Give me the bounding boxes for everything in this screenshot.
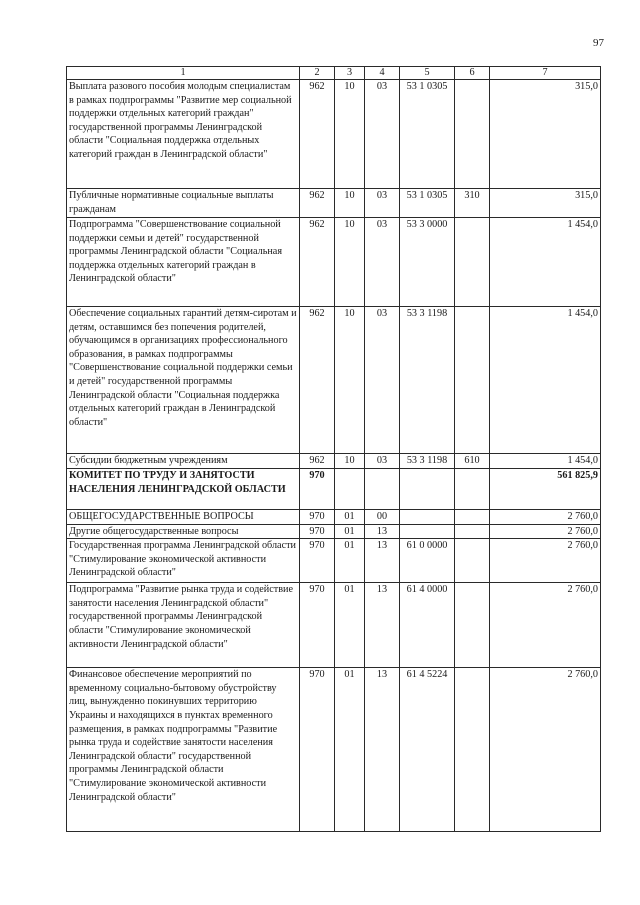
- cell-section: 01: [335, 510, 365, 525]
- header-cell: 3: [335, 67, 365, 80]
- cell-target: [400, 469, 455, 510]
- cell-amount: 315,0: [490, 80, 601, 189]
- cell-section: 01: [335, 524, 365, 539]
- table-row: [67, 218, 601, 307]
- cell-target: 53 3 0000: [400, 218, 455, 307]
- cell-expense-type: [455, 307, 490, 454]
- cell-amount: 2 760,0: [490, 539, 601, 583]
- cell-section: [335, 469, 365, 510]
- header-cell: 5: [400, 67, 455, 80]
- cell-ministry: 970: [300, 510, 335, 525]
- cell-section: 10: [335, 307, 365, 454]
- cell-subsection: 00: [365, 510, 400, 525]
- row-name: Публичные нормативные социальные выплаты гражданам: [67, 189, 300, 218]
- cell-target: 53 1 0305: [400, 189, 455, 218]
- row-name: Финансовое обеспечение мероприятий по временному социально-бытовому обустройству лиц, вынужденно покинувших территорию Украины и находящихся в пунктах временного размещения, в рамках подпрограммы "Развитие рынка труда и содействие занятости населения Ленинградской области" государственной программы Ленинградской области "Стимулирование экономической активности Ленинградской области": [67, 668, 300, 832]
- header-row: [67, 67, 601, 80]
- cell-ministry: 970: [300, 583, 335, 668]
- cell-section: 10: [335, 80, 365, 189]
- row-name: Субсидии бюджетным учреждениям: [67, 454, 300, 469]
- cell-subsection: [365, 469, 400, 510]
- cell-amount: 1 454,0: [490, 218, 601, 307]
- cell-target: 53 1 0305: [400, 80, 455, 189]
- budget-table: [66, 66, 601, 832]
- cell-amount: 2 760,0: [490, 524, 601, 539]
- page-number: 97: [593, 37, 604, 49]
- table-row: [67, 539, 601, 583]
- header-cell: 7: [490, 67, 601, 80]
- cell-amount: 2 760,0: [490, 668, 601, 832]
- table-row: [67, 307, 601, 454]
- cell-section: 01: [335, 583, 365, 668]
- cell-target: 61 4 5224: [400, 668, 455, 832]
- row-name: КОМИТЕТ ПО ТРУДУ И ЗАНЯТОСТИ НАСЕЛЕНИЯ ЛЕНИНГРАДСКОЙ ОБЛАСТИ: [67, 469, 300, 510]
- cell-expense-type: [455, 539, 490, 583]
- row-name: Выплата разового пособия молодым специалистам в рамках подпрограммы "Развитие мер социальной поддержки отдельных категорий граждан" государственной программы Ленинградской области "Социальная поддержка отдельных категорий граждан в Ленинградской области": [67, 80, 300, 189]
- cell-target: [400, 524, 455, 539]
- cell-ministry: 970: [300, 469, 335, 510]
- cell-target: [400, 510, 455, 525]
- cell-section: 10: [335, 454, 365, 469]
- cell-amount: 2 760,0: [490, 510, 601, 525]
- cell-amount: 1 454,0: [490, 454, 601, 469]
- cell-section: 01: [335, 539, 365, 583]
- cell-ministry: 970: [300, 539, 335, 583]
- cell-amount: 2 760,0: [490, 583, 601, 668]
- cell-expense-type: [455, 583, 490, 668]
- row-name: ОБЩЕГОСУДАРСТВЕННЫЕ ВОПРОСЫ: [67, 510, 300, 525]
- table-row: [67, 510, 601, 525]
- row-name: Обеспечение социальных гарантий детям-сиротам и детям, оставшимся без попечения родителей, обучающимся в организациях профессионального образования, в рамках подпрограммы "Совершенствование социальной поддержки семьи и детей" государственной программы Ленинградской области "Социальная поддержка отдельных категорий граждан в Ленинградской области": [67, 307, 300, 454]
- table-row: [67, 469, 601, 510]
- table-row: [67, 189, 601, 218]
- header-cell: 1: [67, 67, 300, 80]
- cell-expense-type: [455, 469, 490, 510]
- header-cell: 4: [365, 67, 400, 80]
- cell-ministry: 962: [300, 218, 335, 307]
- cell-subsection: 03: [365, 218, 400, 307]
- cell-subsection: 13: [365, 524, 400, 539]
- cell-ministry: 962: [300, 307, 335, 454]
- cell-ministry: 970: [300, 524, 335, 539]
- cell-subsection: 03: [365, 189, 400, 218]
- cell-ministry: 962: [300, 80, 335, 189]
- row-name: Государственная программа Ленинградской области "Стимулирование экономической активности Ленинградской области": [67, 539, 300, 583]
- row-name: Подпрограмма "Совершенствование социальной поддержки семьи и детей" государственной программы Ленинградской области "Социальная поддержка отдельных категорий граждан в Ленинградской области": [67, 218, 300, 307]
- cell-amount: 561 825,9: [490, 469, 601, 510]
- cell-target: 53 3 1198: [400, 454, 455, 469]
- cell-subsection: 03: [365, 80, 400, 189]
- cell-expense-type: [455, 80, 490, 189]
- cell-target: 61 0 0000: [400, 539, 455, 583]
- cell-subsection: 03: [365, 307, 400, 454]
- table-row: [67, 524, 601, 539]
- table-row: [67, 583, 601, 668]
- row-name: Другие общегосударственные вопросы: [67, 524, 300, 539]
- cell-amount: 315,0: [490, 189, 601, 218]
- cell-expense-type: 310: [455, 189, 490, 218]
- table-row: [67, 80, 601, 189]
- cell-ministry: 962: [300, 189, 335, 218]
- cell-section: 10: [335, 218, 365, 307]
- cell-ministry: 970: [300, 668, 335, 832]
- cell-expense-type: 610: [455, 454, 490, 469]
- cell-target: 61 4 0000: [400, 583, 455, 668]
- cell-expense-type: [455, 510, 490, 525]
- row-name: Подпрограмма "Развитие рынка труда и содействие занятости населения Ленинградской области" государственной программы Ленинградской области "Стимулирование экономической активности Ленинградской области": [67, 583, 300, 668]
- cell-section: 01: [335, 668, 365, 832]
- cell-expense-type: [455, 218, 490, 307]
- cell-section: 10: [335, 189, 365, 218]
- table-row: [67, 668, 601, 832]
- cell-subsection: 13: [365, 668, 400, 832]
- cell-subsection: 13: [365, 539, 400, 583]
- header-cell: 2: [300, 67, 335, 80]
- cell-target: 53 3 1198: [400, 307, 455, 454]
- cell-subsection: 03: [365, 454, 400, 469]
- header-cell: 6: [455, 67, 490, 80]
- cell-expense-type: [455, 668, 490, 832]
- table-row: [67, 454, 601, 469]
- cell-expense-type: [455, 524, 490, 539]
- cell-ministry: 962: [300, 454, 335, 469]
- cell-amount: 1 454,0: [490, 307, 601, 454]
- cell-subsection: 13: [365, 583, 400, 668]
